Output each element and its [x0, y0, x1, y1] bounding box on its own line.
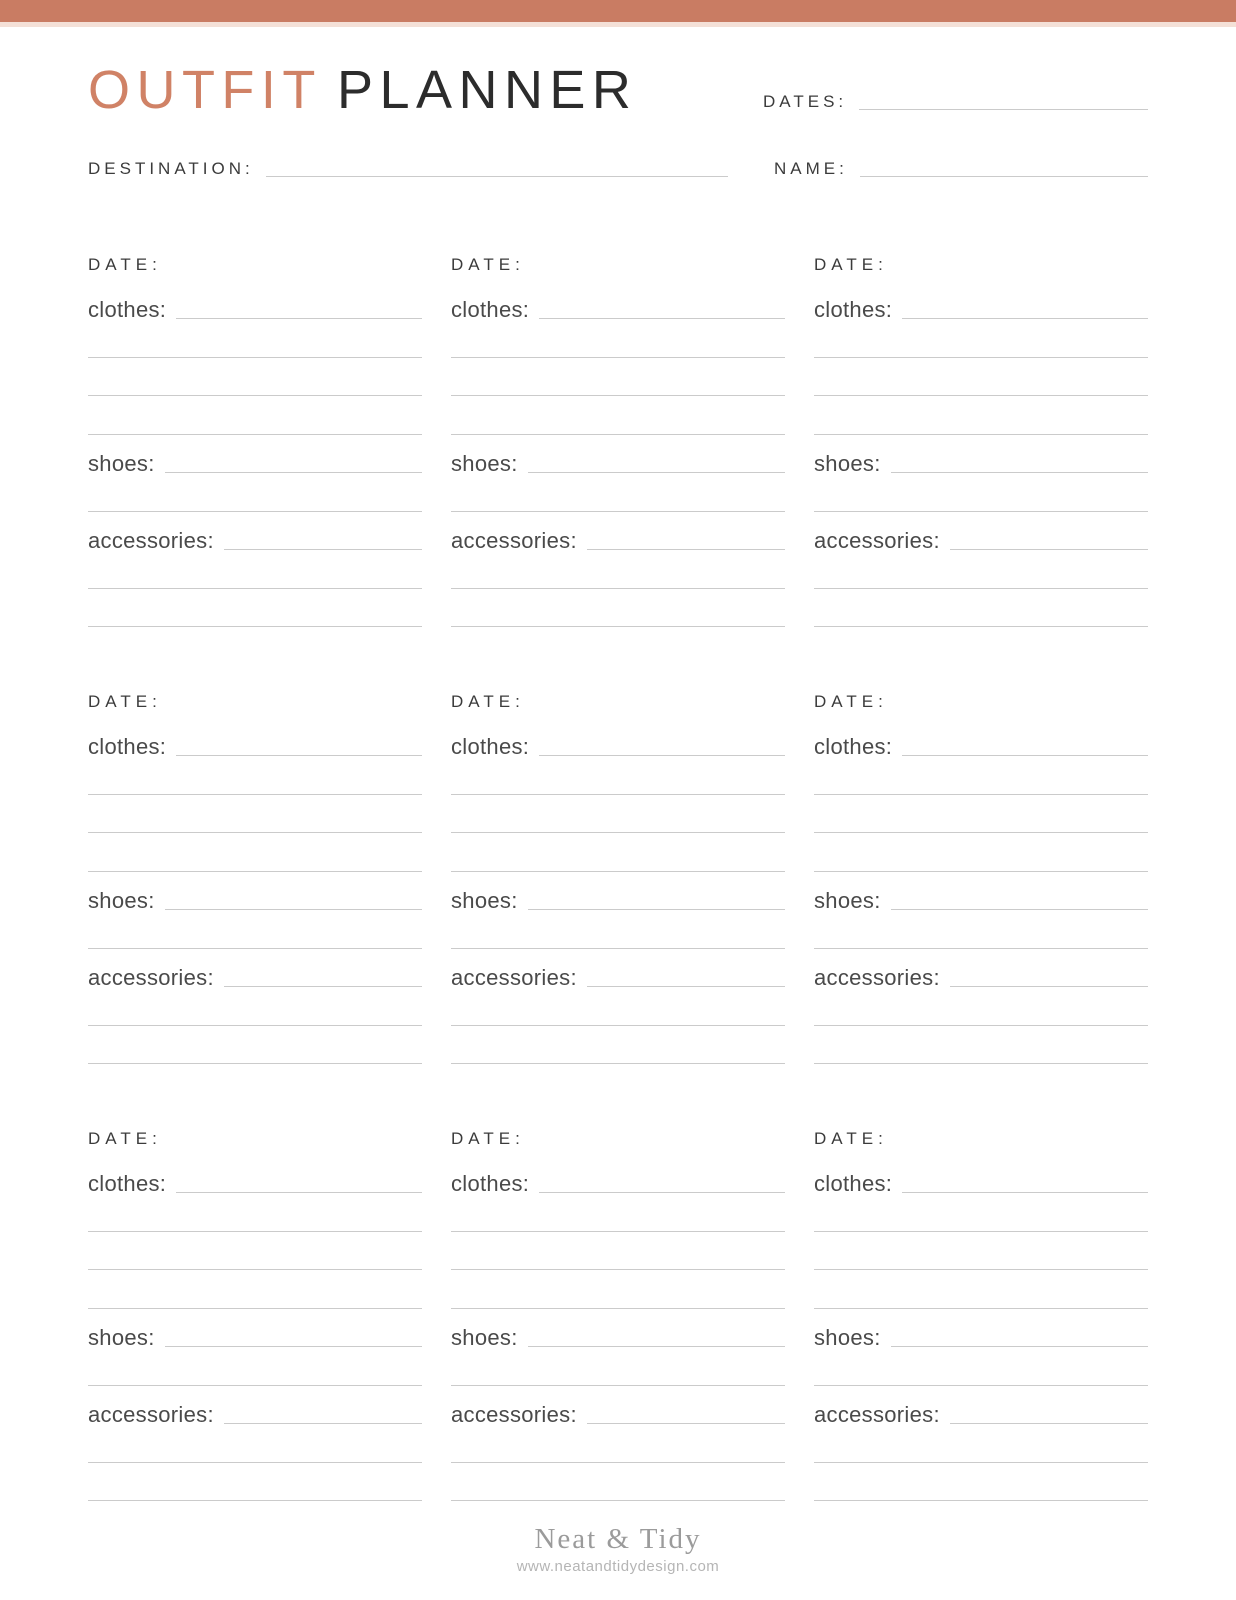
outfit-cell — [88, 255, 422, 629]
meta-row — [0, 159, 1236, 179]
accessories-write-line — [587, 549, 785, 550]
top-accent-bar — [0, 0, 1236, 22]
shoes-field — [814, 437, 1148, 476]
blank-line — [451, 835, 785, 874]
accessories-field — [88, 514, 422, 553]
accessories-field — [88, 951, 422, 990]
shoes-label: shoes: — [451, 451, 518, 477]
date-label: DATE: — [88, 255, 162, 275]
blank-line — [814, 912, 1148, 951]
blank-line — [451, 1195, 785, 1234]
blank-line — [814, 591, 1148, 630]
outfit-cell — [814, 255, 1148, 629]
clothes-label: clothes: — [451, 734, 530, 760]
name-label: NAME: — [774, 159, 848, 178]
shoes-field — [451, 874, 785, 913]
accessories-field — [451, 951, 785, 990]
clothes-label: clothes: — [451, 297, 530, 323]
shoes-label: shoes: — [814, 1325, 881, 1351]
date-label: DATE: — [88, 692, 162, 712]
shoes-write-line — [165, 909, 422, 910]
blank-line — [451, 1349, 785, 1388]
shoes-label: shoes: — [451, 888, 518, 914]
accessories-field — [451, 1388, 785, 1427]
accessories-write-line — [224, 1423, 422, 1424]
blank-line — [88, 912, 422, 951]
clothes-label: clothes: — [451, 1171, 530, 1197]
clothes-write-line — [176, 1192, 422, 1193]
dates-label: DATES: — [763, 91, 848, 111]
shoes-write-line — [528, 1346, 785, 1347]
blank-line — [451, 321, 785, 360]
date-label: DATE: — [451, 1129, 525, 1149]
title-word-outfit: OUTFIT — [88, 60, 322, 120]
date-label: DATE: — [814, 1129, 888, 1149]
shoes-field — [88, 437, 422, 476]
accessories-label: accessories: — [451, 528, 577, 554]
accessories-write-line — [950, 549, 1148, 550]
accessories-write-line — [950, 986, 1148, 987]
blank-line — [88, 1195, 422, 1234]
clothes-field — [451, 720, 785, 759]
blank-line — [814, 1234, 1148, 1273]
accessories-field — [814, 1388, 1148, 1427]
accessories-field — [814, 514, 1148, 553]
outfit-cell — [814, 692, 1148, 1066]
blank-line — [88, 321, 422, 360]
blank-line — [814, 1426, 1148, 1465]
clothes-label: clothes: — [814, 1171, 893, 1197]
brand-website: www.neatandtidydesign.com — [516, 1558, 720, 1576]
brand-name: Neat & Tidy — [534, 1523, 702, 1556]
blank-line — [814, 758, 1148, 797]
blank-line — [814, 1349, 1148, 1388]
outfit-cell — [88, 692, 422, 1066]
shoes-write-line — [891, 472, 1148, 473]
blank-line — [88, 1426, 422, 1465]
blank-line — [814, 797, 1148, 836]
accessories-write-line — [587, 986, 785, 987]
top-accent-bar-fade — [0, 22, 1236, 27]
clothes-label: clothes: — [88, 1171, 167, 1197]
header — [0, 60, 1236, 120]
blank-line — [814, 552, 1148, 591]
accessories-label: accessories: — [88, 1402, 214, 1428]
blank-line — [451, 360, 785, 399]
date-label: DATE: — [814, 255, 888, 275]
blank-line — [88, 797, 422, 836]
clothes-write-line — [176, 755, 422, 756]
blank-line — [814, 321, 1148, 360]
blank-line — [88, 1028, 422, 1067]
accessories-label: accessories: — [88, 965, 214, 991]
clothes-field — [451, 283, 785, 322]
blank-line — [814, 1272, 1148, 1311]
blank-line — [814, 989, 1148, 1028]
shoes-label: shoes: — [451, 1325, 518, 1351]
clothes-label: clothes: — [88, 734, 167, 760]
clothes-label: clothes: — [88, 297, 167, 323]
blank-line — [88, 1234, 422, 1273]
blank-line — [451, 989, 785, 1028]
accessories-write-line — [950, 1423, 1148, 1424]
blank-line — [451, 1028, 785, 1067]
clothes-field — [88, 720, 422, 759]
clothes-write-line — [539, 755, 785, 756]
blank-line — [451, 912, 785, 951]
outfit-cell — [451, 255, 785, 629]
blank-line — [88, 758, 422, 797]
blank-line — [451, 1426, 785, 1465]
dates-field — [763, 92, 1148, 117]
blank-line — [451, 475, 785, 514]
blank-line — [451, 1234, 785, 1273]
accessories-label: accessories: — [814, 965, 940, 991]
blank-line — [88, 835, 422, 874]
clothes-write-line — [902, 755, 1148, 756]
blank-line — [814, 360, 1148, 399]
blank-line — [88, 398, 422, 437]
accessories-field — [88, 1388, 422, 1427]
accessories-write-line — [224, 986, 422, 987]
blank-line — [451, 552, 785, 591]
accessories-label: accessories: — [814, 1402, 940, 1428]
accessories-field — [451, 514, 785, 553]
blank-line — [88, 1465, 422, 1504]
blank-line — [451, 591, 785, 630]
blank-line — [814, 475, 1148, 514]
outfit-cell — [451, 1129, 785, 1503]
shoes-write-line — [528, 472, 785, 473]
clothes-label: clothes: — [814, 297, 893, 323]
blank-line — [88, 1349, 422, 1388]
blank-line — [88, 475, 422, 514]
clothes-write-line — [539, 318, 785, 319]
shoes-field — [451, 437, 785, 476]
blank-line — [451, 1272, 785, 1311]
shoes-field — [814, 1311, 1148, 1350]
blank-line — [451, 398, 785, 437]
outfit-cell — [814, 1129, 1148, 1503]
blank-line — [814, 398, 1148, 437]
accessories-label: accessories: — [814, 528, 940, 554]
date-label: DATE: — [88, 1129, 162, 1149]
shoes-field — [88, 874, 422, 913]
shoes-field — [814, 874, 1148, 913]
blank-line — [88, 1272, 422, 1311]
date-label: DATE: — [451, 255, 525, 275]
clothes-field — [814, 1157, 1148, 1196]
clothes-field — [451, 1157, 785, 1196]
blank-line — [88, 360, 422, 399]
clothes-write-line — [902, 318, 1148, 319]
accessories-field — [814, 951, 1148, 990]
name-field — [774, 159, 1148, 179]
shoes-write-line — [891, 1346, 1148, 1347]
footer — [0, 1525, 1236, 1575]
blank-line — [88, 591, 422, 630]
blank-line — [814, 1028, 1148, 1067]
outfit-grid — [88, 255, 1148, 1503]
accessories-label: accessories: — [451, 1402, 577, 1428]
shoes-label: shoes: — [814, 451, 881, 477]
outfit-cell — [88, 1129, 422, 1503]
page-title — [88, 60, 638, 120]
blank-line — [451, 758, 785, 797]
shoes-label: shoes: — [88, 888, 155, 914]
accessories-write-line — [587, 1423, 785, 1424]
clothes-field — [814, 720, 1148, 759]
shoes-label: shoes: — [814, 888, 881, 914]
dates-write-line — [859, 109, 1148, 110]
accessories-label: accessories: — [451, 965, 577, 991]
date-label: DATE: — [814, 692, 888, 712]
blank-line — [451, 797, 785, 836]
destination-label: DESTINATION: — [88, 159, 254, 178]
shoes-label: shoes: — [88, 1325, 155, 1351]
outfit-cell — [451, 692, 785, 1066]
blank-line — [814, 1465, 1148, 1504]
date-label: DATE: — [451, 692, 525, 712]
blank-line — [88, 552, 422, 591]
accessories-label: accessories: — [88, 528, 214, 554]
accessories-write-line — [224, 549, 422, 550]
shoes-write-line — [528, 909, 785, 910]
blank-line — [451, 1465, 785, 1504]
destination-field — [88, 159, 728, 179]
clothes-write-line — [539, 1192, 785, 1193]
name-write-line — [860, 176, 1148, 177]
shoes-field — [88, 1311, 422, 1350]
blank-line — [814, 835, 1148, 874]
clothes-write-line — [902, 1192, 1148, 1193]
shoes-write-line — [165, 472, 422, 473]
blank-line — [814, 1195, 1148, 1234]
clothes-write-line — [176, 318, 422, 319]
clothes-field — [814, 283, 1148, 322]
shoes-label: shoes: — [88, 451, 155, 477]
shoes-field — [451, 1311, 785, 1350]
blank-line — [88, 989, 422, 1028]
clothes-label: clothes: — [814, 734, 893, 760]
clothes-field — [88, 283, 422, 322]
destination-write-line — [266, 176, 728, 177]
title-word-planner: PLANNER — [336, 60, 638, 120]
shoes-write-line — [891, 909, 1148, 910]
shoes-write-line — [165, 1346, 422, 1347]
clothes-field — [88, 1157, 422, 1196]
